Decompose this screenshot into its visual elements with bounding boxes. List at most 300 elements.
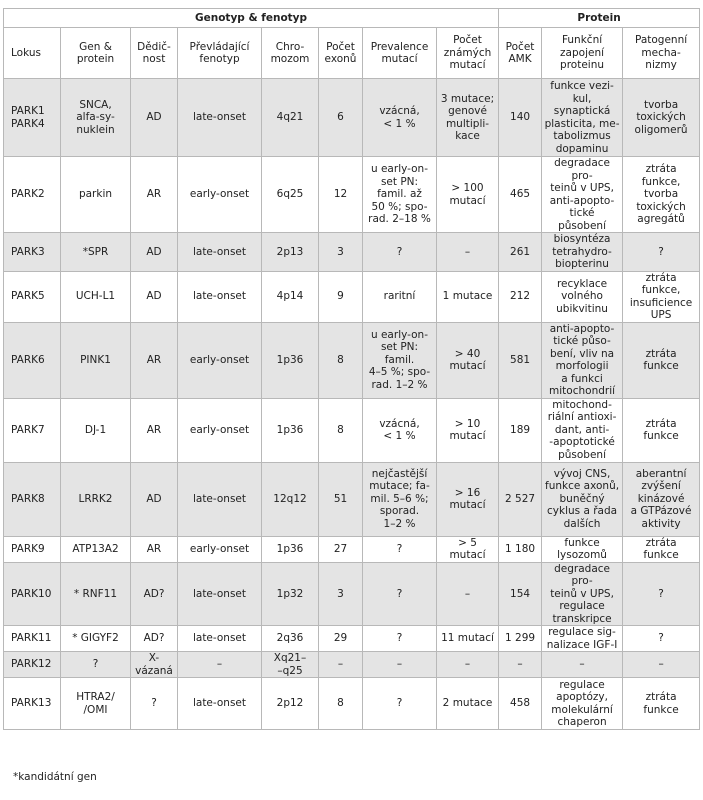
cell-line: 4q21 — [276, 111, 304, 124]
cell-prevalence — [363, 271, 437, 322]
cell-prevalence — [363, 562, 437, 626]
cell-lokus — [4, 536, 61, 562]
cell-line: lysozomů — [557, 549, 607, 561]
cell-line: – — [464, 587, 471, 600]
cell-gen-protein — [61, 157, 131, 233]
cell-gen-protein — [61, 536, 131, 562]
cell-prevalence — [363, 398, 437, 462]
cell-patogenni-mechanizmy — [623, 678, 700, 730]
cell-line: UCH-L1 — [75, 290, 116, 303]
cell-prevalence — [363, 79, 437, 157]
cell-line: 8 — [337, 697, 344, 710]
group-protein-header: Protein — [499, 9, 700, 28]
cell-pocet-amk — [499, 322, 542, 398]
cell-line: mutací — [449, 430, 486, 442]
cell-line: set PN: — [380, 175, 419, 188]
cell-chromozom — [262, 322, 319, 398]
cell-line: 2q36 — [276, 632, 304, 645]
cell-line: sporad. — [379, 505, 420, 518]
cell-fenotyp — [178, 157, 262, 233]
cell-line: 27 — [333, 542, 348, 555]
cell-line: PARK1 — [11, 105, 45, 117]
table-row — [4, 462, 700, 536]
column-header-line: mutací — [449, 59, 486, 72]
cell-line: 29 — [333, 632, 348, 645]
cell-line: anti-apopto- — [549, 322, 615, 335]
cell-fenotyp — [178, 626, 262, 652]
cell-pocet-mutaci — [437, 462, 499, 536]
cell-fenotyp — [178, 678, 262, 730]
cell-pocet-exonu — [319, 271, 363, 322]
cell-pocet-mutaci — [437, 398, 499, 462]
cell-line: funkce — [643, 430, 679, 442]
cell-line: mutací — [449, 194, 486, 207]
cell-patogenni-mechanizmy — [623, 562, 700, 626]
cell-pocet-exonu — [319, 562, 363, 626]
cell-pocet-mutaci — [437, 678, 499, 730]
cell-line: funkce — [564, 536, 600, 549]
table-body — [4, 79, 700, 730]
cell-line: 50 %; spo- — [371, 200, 428, 213]
cell-line: alfa-sy- — [76, 111, 115, 124]
cell-line: 1p36 — [276, 423, 304, 436]
cell-pocet-amk — [499, 271, 542, 322]
cell-pocet-mutaci — [437, 271, 499, 322]
column-header-dedicnost — [131, 28, 178, 79]
cell-line: PARK6 — [11, 353, 45, 366]
cell-line: AD — [146, 245, 162, 258]
cell-prevalence — [363, 462, 437, 536]
cell-line: PARK11 — [11, 632, 52, 645]
cell-lokus — [4, 233, 61, 272]
column-header-pocet-mutaci — [437, 28, 499, 79]
table-row — [4, 157, 700, 233]
cell-patogenni-mechanizmy — [623, 233, 700, 272]
cell-line: ztráta — [645, 691, 677, 703]
cell-line: rad. 1–2 % — [371, 378, 428, 391]
cell-line: 581 — [510, 353, 531, 366]
cell-line: mitochond- — [552, 398, 612, 411]
cell-line: 2 527 — [505, 492, 536, 505]
cell-chromozom — [262, 652, 319, 678]
cell-line: funkce, — [641, 284, 681, 296]
cell-line: < 1 % — [383, 430, 416, 442]
cell-line: 2p12 — [276, 697, 304, 710]
cell-pocet-amk — [499, 652, 542, 678]
cell-line: nejčastější — [371, 467, 428, 480]
cell-line: mitochondrií — [549, 385, 616, 397]
cell-line: plasticita, me- — [544, 117, 620, 130]
cell-line: mutací — [449, 360, 486, 372]
cell-line: – — [464, 658, 471, 671]
column-header-lokus — [4, 28, 61, 79]
cell-funkce-proteinu — [542, 678, 623, 730]
column-header-line: Dědič- — [137, 40, 171, 53]
cell-line: PARK13 — [11, 697, 52, 710]
cell-line: PARK9 — [11, 542, 45, 555]
cell-line: ubikvitinu — [556, 302, 608, 315]
cell-line: funkce vezi- — [550, 80, 614, 92]
cell-pocet-exonu — [319, 398, 363, 462]
cell-line: funkce, — [641, 175, 681, 188]
cell-line: PARK5 — [11, 290, 45, 303]
column-header-line: exonů — [324, 53, 357, 65]
column-header-line: AMK — [508, 53, 532, 65]
table-row — [4, 562, 700, 626]
cell-line: 1–2 % — [383, 517, 416, 530]
cell-line: ? — [92, 658, 99, 671]
cell-line: * GIGYF2 — [72, 632, 119, 645]
parkinson-genes-table — [3, 8, 700, 730]
cell-dedicnost — [131, 157, 178, 233]
cell-line: rad. 2–18 % — [368, 213, 431, 226]
cell-line: 261 — [510, 245, 531, 258]
cell-line: recyklace — [556, 277, 608, 290]
cell-lokus — [4, 79, 61, 157]
cell-prevalence — [363, 652, 437, 678]
cell-line: HTRA2/ — [76, 691, 115, 703]
footnote: *kandidátní gen — [13, 771, 97, 783]
cell-patogenni-mechanizmy — [623, 322, 700, 398]
cell-line: PARK3 — [11, 245, 45, 258]
cell-line: kace — [455, 130, 480, 142]
column-header-line: mozom — [270, 53, 310, 65]
cell-line: – — [396, 658, 403, 671]
cell-line: morfologii — [555, 360, 609, 372]
cell-chromozom — [262, 157, 319, 233]
cell-line: ? — [396, 697, 403, 710]
cell-line: ztráta — [645, 163, 677, 176]
cell-pocet-mutaci — [437, 626, 499, 652]
cell-fenotyp — [178, 652, 262, 678]
cell-pocet-exonu — [319, 462, 363, 536]
cell-line: famil. — [384, 353, 415, 366]
cell-line: vzácná, — [379, 105, 420, 117]
cell-line: a funkci — [561, 372, 603, 385]
cell-line: * RNF11 — [73, 587, 118, 600]
cell-dedicnost — [131, 322, 178, 398]
column-header-line: známých — [443, 46, 492, 59]
cell-line: AR — [146, 423, 162, 436]
column-header-line: mutací — [381, 53, 418, 65]
column-header-line: Lokus — [11, 46, 41, 59]
cell-line: late-onset — [192, 245, 247, 258]
cell-chromozom — [262, 462, 319, 536]
column-header-line: Počet — [326, 40, 355, 53]
cell-line: 51 — [333, 492, 348, 505]
cell-line: DJ-1 — [84, 423, 107, 436]
cell-lokus — [4, 462, 61, 536]
cell-line: AD — [146, 492, 162, 505]
cell-line: 2 mutace — [442, 697, 493, 710]
cell-line: tabolizmus — [553, 130, 611, 142]
cell-line: set PN: — [380, 341, 419, 354]
group-header-row — [4, 9, 700, 28]
cell-line: mutací — [449, 499, 486, 511]
cell-patogenni-mechanizmy — [623, 271, 700, 322]
cell-gen-protein — [61, 398, 131, 462]
cell-pocet-amk — [499, 462, 542, 536]
cell-pocet-exonu — [319, 157, 363, 233]
cell-pocet-mutaci — [437, 562, 499, 626]
cell-funkce-proteinu — [542, 536, 623, 562]
cell-line: nuklein — [76, 123, 115, 136]
cell-dedicnost — [131, 79, 178, 157]
cell-funkce-proteinu — [542, 562, 623, 626]
column-header-line: Počet — [505, 40, 535, 53]
cell-line: ATP13A2 — [72, 542, 119, 555]
cell-line: degradace pro- — [554, 157, 610, 182]
cell-line: 3 — [337, 245, 344, 258]
cell-line: mutace; fa- — [369, 480, 430, 493]
cell-chromozom — [262, 626, 319, 652]
cell-line: bení, vliv na — [550, 347, 615, 360]
cell-line: aktivity — [641, 517, 681, 530]
cell-line: 9 — [337, 290, 344, 303]
cell-line: 1p36 — [276, 542, 304, 555]
cell-line: 212 — [510, 290, 531, 303]
cell-lokus — [4, 157, 61, 233]
column-header-line: Chro- — [275, 40, 305, 53]
cell-line: *SPR — [82, 245, 109, 258]
cell-line: toxických — [636, 200, 686, 213]
column-header-line: protein — [76, 53, 115, 65]
cell-line: early-onset — [189, 353, 250, 366]
cell-line: zvýšení — [641, 480, 681, 493]
cell-pocet-amk — [499, 79, 542, 157]
column-header-line: nost — [142, 53, 166, 65]
cell-pocet-amk — [499, 626, 542, 652]
cell-pocet-mutaci — [437, 652, 499, 678]
cell-line: late-onset — [192, 632, 247, 645]
cell-line: – — [216, 658, 223, 671]
cell-line: AR — [146, 542, 162, 555]
cell-line: X-vázaná — [135, 652, 173, 677]
cell-line: – — [517, 658, 523, 671]
cell-line: u early-on- — [370, 328, 428, 341]
cell-line: teinů v UPS, — [550, 587, 614, 600]
cell-lokus — [4, 398, 61, 462]
cell-line: > 40 — [454, 347, 481, 360]
cell-line: u early-on- — [370, 163, 428, 176]
table-row — [4, 233, 700, 272]
cell-line: mil. 5–6 %; — [370, 492, 429, 505]
cell-line: ? — [396, 245, 403, 258]
cell-line: UPS — [650, 309, 672, 321]
column-header-line: mecha- — [641, 46, 681, 59]
cell-funkce-proteinu — [542, 157, 623, 233]
cell-line: riální antioxi- — [547, 411, 617, 424]
cell-gen-protein — [61, 626, 131, 652]
cell-line: působení — [558, 448, 606, 461]
cell-dedicnost — [131, 462, 178, 536]
cell-line: 4–5 %; spo- — [368, 366, 431, 379]
cell-pocet-exonu — [319, 678, 363, 730]
cell-line: 3 — [337, 587, 344, 600]
cell-gen-protein — [61, 652, 131, 678]
column-header-chromozom — [262, 28, 319, 79]
cell-line: tické půso- — [553, 335, 611, 347]
cell-line: /OMI — [83, 703, 108, 716]
column-header-fenotyp — [178, 28, 262, 79]
cell-dedicnost — [131, 271, 178, 322]
cell-pocet-amk — [499, 562, 542, 626]
column-header-line: Gen & — [79, 40, 112, 53]
cell-line: early-onset — [189, 542, 250, 555]
cell-line: -apoptotické — [549, 436, 615, 449]
cell-line: 189 — [510, 423, 531, 436]
cell-line: 1p36 — [276, 353, 304, 366]
cell-patogenni-mechanizmy — [623, 398, 700, 462]
cell-line: PARK7 — [11, 423, 45, 436]
cell-line: > 100 — [451, 182, 484, 194]
cell-line: 154 — [510, 587, 531, 600]
column-header-line: Patogenní — [634, 34, 688, 47]
cell-line: ? — [396, 587, 403, 600]
cell-line: nalizace IGF-I — [546, 638, 618, 651]
cell-line: 3 mutace; — [440, 92, 495, 105]
cell-fenotyp — [178, 562, 262, 626]
cell-line: kinázové — [637, 492, 685, 505]
cell-line: dopaminu — [555, 142, 609, 155]
cell-line: AR — [146, 188, 162, 201]
column-header-line: Funkční — [561, 34, 603, 47]
cell-line: 8 — [337, 423, 344, 436]
cell-line: chaperon — [557, 716, 607, 728]
cell-line: regulace — [559, 678, 605, 691]
column-header-line: proteinu — [560, 59, 605, 72]
cell-line: tické působení — [558, 207, 606, 232]
cell-line: biopterinu — [555, 258, 609, 270]
cell-patogenni-mechanizmy — [623, 536, 700, 562]
cell-line: 458 — [510, 697, 531, 710]
group-genotype-header: Genotyp & fenotyp — [4, 9, 499, 28]
cell-chromozom — [262, 536, 319, 562]
cell-funkce-proteinu — [542, 233, 623, 272]
column-header-pocet-amk — [499, 28, 542, 79]
cell-line: raritní — [383, 290, 416, 303]
cell-fenotyp — [178, 79, 262, 157]
cell-line: ? — [658, 245, 664, 258]
cell-line: –q25 — [277, 664, 303, 677]
cell-line: Xq21– — [273, 652, 307, 664]
cell-line: LRRK2 — [78, 492, 113, 505]
cell-line: regulace sig- — [548, 626, 616, 638]
cell-lokus — [4, 678, 61, 730]
cell-line: PARK10 — [11, 587, 52, 600]
cell-line: 1 mutace — [442, 290, 493, 303]
cell-line: famil. až — [377, 188, 422, 201]
cell-fenotyp — [178, 536, 262, 562]
cell-line: anti-apopto- — [549, 194, 615, 207]
cell-gen-protein — [61, 462, 131, 536]
column-header-prevalence — [363, 28, 437, 79]
cell-patogenni-mechanizmy — [623, 462, 700, 536]
cell-line: multipli- — [445, 117, 490, 130]
cell-line: > 10 — [454, 417, 481, 430]
cell-chromozom — [262, 233, 319, 272]
cell-lokus — [4, 271, 61, 322]
cell-line: late-onset — [192, 587, 247, 600]
cell-pocet-mutaci — [437, 536, 499, 562]
cell-line: funkce — [643, 549, 679, 561]
cell-pocet-exonu — [319, 233, 363, 272]
cell-line: oligomerů — [634, 123, 688, 136]
cell-pocet-exonu — [319, 626, 363, 652]
column-header-patogenni-mechanizmy — [623, 28, 700, 79]
cell-chromozom — [262, 79, 319, 157]
cell-prevalence — [363, 322, 437, 398]
cell-patogenni-mechanizmy — [623, 157, 700, 233]
cell-line: 6 — [337, 111, 344, 124]
cell-pocet-mutaci — [437, 322, 499, 398]
cell-line: parkin — [78, 188, 113, 201]
cell-line: 8 — [337, 353, 344, 366]
column-header-gen-protein — [61, 28, 131, 79]
cell-line: AD — [146, 111, 162, 124]
cell-funkce-proteinu — [542, 322, 623, 398]
cell-line: transkripce — [552, 612, 612, 625]
cell-line: 1 299 — [505, 632, 536, 645]
cell-patogenni-mechanizmy — [623, 652, 700, 678]
cell-line: a GTPázové — [630, 505, 692, 518]
cell-line: 1 180 — [505, 542, 536, 555]
cell-dedicnost — [131, 536, 178, 562]
table-row — [4, 398, 700, 462]
cell-line: > 5 — [458, 536, 477, 549]
cell-line: ztráta — [645, 271, 677, 284]
cell-pocet-mutaci — [437, 79, 499, 157]
cell-patogenni-mechanizmy — [623, 626, 700, 652]
cell-lokus — [4, 322, 61, 398]
cell-line: ? — [151, 697, 157, 710]
cell-fenotyp — [178, 233, 262, 272]
cell-line: 465 — [510, 188, 531, 201]
cell-pocet-mutaci — [437, 233, 499, 272]
cell-line: late-onset — [192, 492, 247, 505]
table-row — [4, 652, 700, 678]
cell-line: PINK1 — [80, 353, 111, 366]
cell-line: tvorba — [643, 188, 679, 201]
cell-chromozom — [262, 678, 319, 730]
cell-fenotyp — [178, 398, 262, 462]
cell-funkce-proteinu — [542, 271, 623, 322]
cell-lokus — [4, 562, 61, 626]
cell-line: funkce — [643, 360, 679, 372]
cell-line: 140 — [510, 111, 531, 124]
column-header-line: fenotyp — [199, 53, 240, 65]
cell-line: regulace — [559, 600, 605, 612]
cell-chromozom — [262, 271, 319, 322]
cell-prevalence — [363, 233, 437, 272]
cell-line: PARK12 — [11, 658, 52, 671]
cell-line: ? — [396, 632, 403, 645]
cell-line: molekulární — [551, 703, 613, 716]
cell-funkce-proteinu — [542, 626, 623, 652]
cell-line: > 16 — [454, 486, 481, 499]
cell-pocet-amk — [499, 398, 542, 462]
cell-line: dalších — [563, 517, 601, 530]
column-header-line: Počet — [453, 34, 482, 47]
cell-fenotyp — [178, 322, 262, 398]
cell-pocet-exonu — [319, 652, 363, 678]
cell-line: early-onset — [189, 423, 250, 436]
column-header-funkce-proteinu — [542, 28, 623, 79]
column-header-line: zapojení — [560, 46, 605, 59]
cell-lokus — [4, 652, 61, 678]
column-header-row — [4, 28, 700, 79]
cell-line: < 1 % — [383, 117, 416, 130]
